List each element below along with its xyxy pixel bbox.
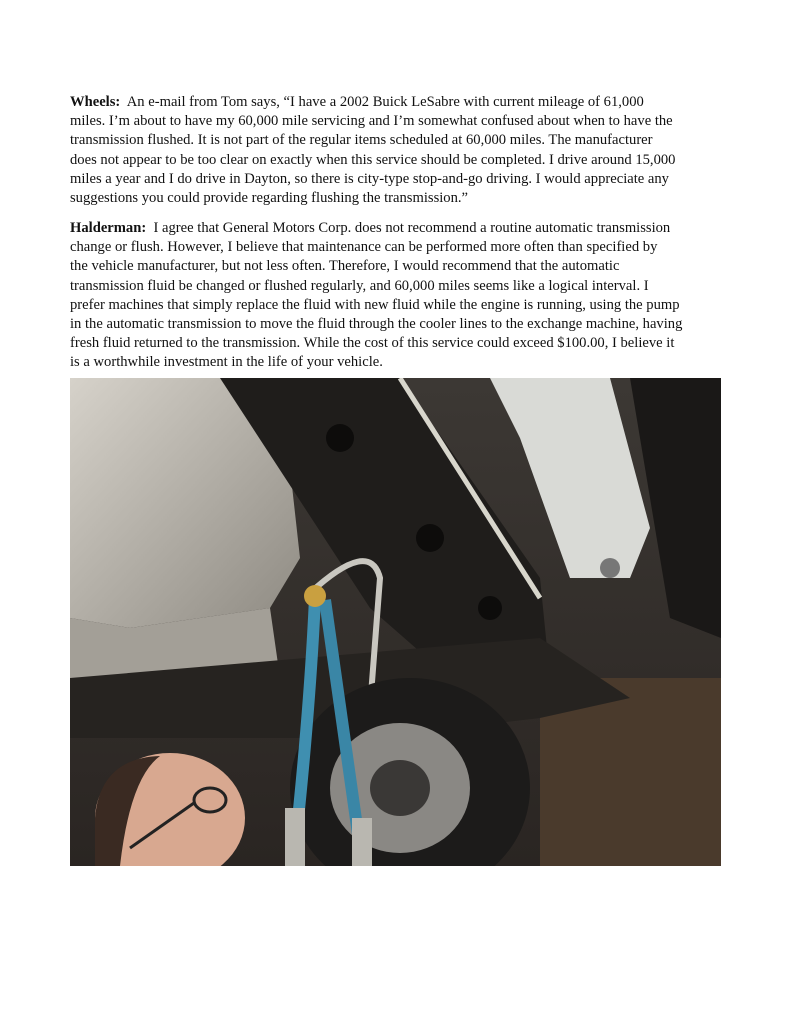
speaker-label: Wheels: [70, 94, 121, 110]
text-line: prefer machines that simply replace the fluid with new fluid while the engine is running, using the pump [70, 296, 680, 313]
transmission-flush-photo [70, 378, 721, 866]
text-line: in the automatic transmission to move the fluid through the cooler lines to the exchange machine, having [70, 316, 683, 333]
text-line: miles a year and I do drive in Dayton, so there is city-type stop-and-go driving. I would appreciate any [70, 170, 669, 187]
text-line: suggestions you could provide regarding flushing the transmission.” [70, 190, 469, 207]
text-line: fresh fluid returned to the transmission. While the cost of this service could exceed $100.00, I believe it [70, 335, 675, 352]
text-line: the vehicle manufacturer, but not less often. Therefore, I would recommend that the automatic [70, 258, 620, 275]
text-line: transmission fluid be changed or flushed regularly, and 60,000 miles seems like a logical interval. I [70, 277, 649, 294]
text-line: change or flush. However, I believe that maintenance can be performed more often than specified by [70, 239, 658, 256]
wheels-question-paragraph [70, 93, 730, 208]
text-line: An e-mail from Tom says, “I have a 2002 Buick LeSabre with current mileage of 61,000 [126, 94, 644, 110]
text-line: is a worthwhile investment in the life of your vehicle. [70, 354, 383, 371]
text-line: transmission flushed. It is not part of the regular items scheduled at 60,000 miles. The manufacturer [70, 132, 653, 149]
text-line: miles. I’m about to have my 60,000 mile servicing and I’m somewhat confused about when to have the [70, 113, 673, 130]
text-line: I agree that General Motors Corp. does not recommend a routine automatic transmission [153, 220, 671, 236]
photo-illustration [70, 378, 721, 866]
halderman-answer-paragraph [70, 219, 730, 373]
speaker-label: Halderman: [70, 220, 147, 236]
text-line: does not appear to be too clear on exactly when this service should be completed. I drive around 15,000 [70, 151, 676, 168]
